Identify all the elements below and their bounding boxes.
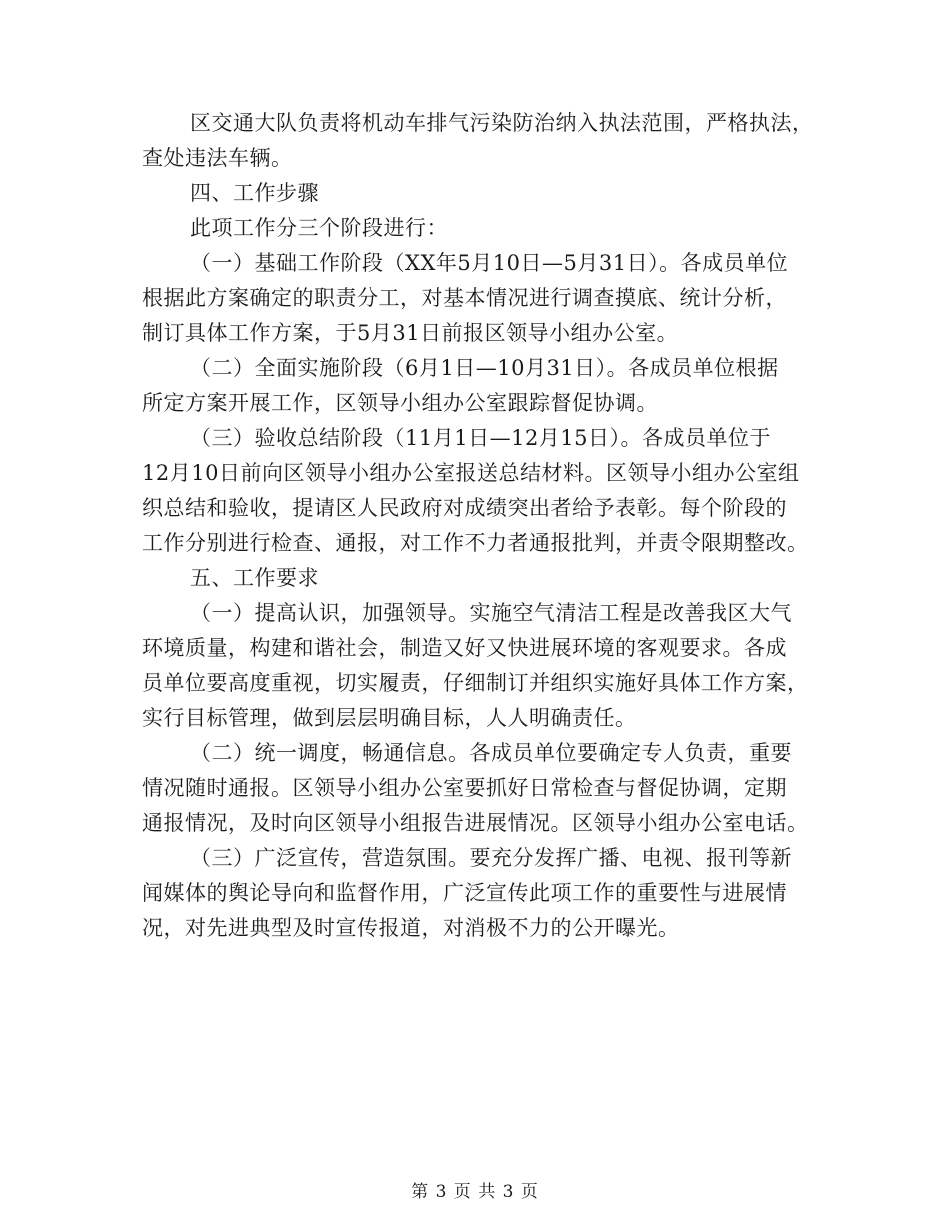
paragraph-line: 实行目标管理，做到层层明确目标，人人明确责任。 — [142, 706, 637, 730]
paragraph-line: （三）广泛宣传，营造氛围。要充分发挥广播、电视、报刊等新 — [190, 846, 792, 870]
paragraph-line: 制订具体工作方案，于5月31日前报区领导小组办公室。 — [142, 321, 679, 345]
paragraph-line: 区交通大队负责将机动车排气污染防治纳入执法范围，严格执法， — [190, 111, 814, 135]
paragraph-line: （一）提高认识，加强领导。实施空气清洁工程是改善我区大气 — [190, 601, 792, 625]
paragraph-line: 员单位要高度重视，切实履责，仔细制订并组织实施好具体工作方案， — [142, 671, 809, 695]
paragraph-line: 此项工作分三个阶段进行： — [190, 216, 448, 240]
paragraph-line: 12月10日前向区领导小组办公室报送总结材料。区领导小组办公室组 — [142, 461, 800, 485]
paragraph-line: 查处违法车辆。 — [142, 146, 293, 170]
section-heading: 五、工作要求 — [190, 566, 319, 590]
paragraph-line: 环境质量，构建和谐社会，制造又好又快进展环境的客观要求。各成 — [142, 636, 787, 660]
paragraph-line: 工作分别进行检查、通报，对工作不力者通报批判，并责令限期整改。 — [142, 531, 809, 555]
section-heading: 四、工作步骤 — [190, 181, 319, 205]
paragraph-line: 闻媒体的舆论导向和监督作用，广泛宣传此项工作的重要性与进展情 — [142, 881, 787, 905]
paragraph-line: 所定方案开展工作，区领导小组办公室跟踪督促协调。 — [142, 391, 658, 415]
paragraph-line: （二）全面实施阶段（6月1日—10月31日）。各成员单位根据 — [190, 356, 779, 380]
paragraph-line: 况，对先进典型及时宣传报道，对消极不力的公开曝光。 — [142, 916, 680, 940]
page-number-footer: 第 3 页 共 3 页 — [411, 1182, 539, 1202]
paragraph-line: 根据此方案确定的职责分工，对基本情况进行调查摸底、统计分析， — [142, 286, 787, 310]
paragraph-line: （二）统一调度，畅通信息。各成员单位要确定专人负责，重要 — [190, 741, 792, 765]
paragraph-line: 织总结和验收，提请区人民政府对成绩突出者给予表彰。每个阶段的 — [142, 496, 787, 520]
paragraph-line: （一）基础工作阶段（XX年5月10日—5月31日）。各成员单位 — [190, 251, 789, 275]
paragraph-line: 情况随时通报。区领导小组办公室要抓好日常检查与督促协调，定期 — [142, 776, 787, 800]
paragraph-line: （三）验收总结阶段（11月1日—12月15日）。各成员单位于 — [190, 426, 772, 450]
document-body — [142, 106, 814, 946]
paragraph-line: 通报情况，及时向区领导小组报告进展情况。区领导小组办公室电话。 — [142, 811, 809, 835]
